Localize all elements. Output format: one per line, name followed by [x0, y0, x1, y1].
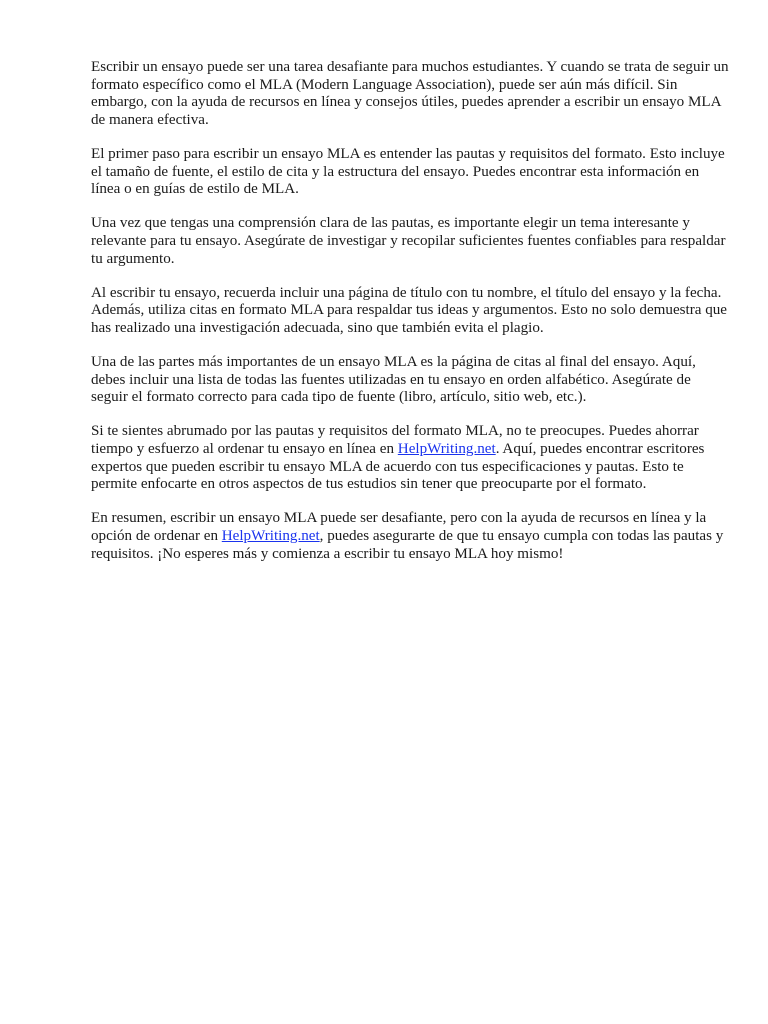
paragraph-title-page: Al escribir tu ensayo, recuerda incluir una página de título con tu nombre, el título del ensayo y la fecha. Además, utiliza citas en formato MLA para respaldar tus ideas y argumentos. Esto no solo demuestra que has realizado una investigación adecuada, sino que también evita el plagio. — [91, 284, 728, 336]
paragraph-choose-topic: Una vez que tengas una comprensión clara de las pautas, es importante elegir un tema interesante y relevante para tu ensayo. Asegúrate de investigar y recopilar suficientes fuentes confiables para respaldar tu argumento. — [91, 215, 726, 267]
paragraph-text: . Aquí, puedes encontrar escritores expertos que pueden escribir tu ensayo MLA de acuerdo con tus especificaciones y pautas. Esto te permite enfocarte en otros aspectos de tus estudios sin tener que preocuparte por el formato. — [91, 441, 705, 493]
helpwriting-link[interactable]: HelpWriting.net — [221, 528, 320, 545]
paragraph-first-step: El primer paso para escribir un ensayo MLA es entender las pautas y requisitos del formato. Esto incluye el tamaño de fuente, el estilo de cita y la estructura del ensayo. Puedes encontrar esta información en línea o en guías de estilo de MLA. — [91, 145, 725, 198]
helpwriting-link[interactable]: HelpWriting.net — [397, 441, 496, 458]
paragraph-intro: Escribir un ensayo puede ser una tarea desafiante para muchos estudiantes. Y cuando se trata de seguir un formato específico como el MLA (Modern Language Association), puede ser aún más difícil. Sin embargo, con la ayuda de recursos en línea y consejos útiles, puedes aprender a escribir un ensayo MLA de manera efectiva. — [91, 59, 729, 128]
paragraph-order-online — [91, 423, 731, 493]
paragraph-text: Si te sientes abrumado por las pautas y requisitos del formato MLA, no te preocupes. Puedes ahorrar tiempo y esfuerzo al ordenar tu ensayo en línea en — [91, 423, 699, 458]
paragraph-text: , puedes asegurarte de que tu ensayo cumpla con todas las pautas y requisitos. ¡No esperes más y comienza a escribir tu ensayo MLA hoy mismo! — [91, 528, 724, 562]
paragraph-summary — [91, 510, 731, 563]
document-body — [91, 59, 731, 580]
paragraph-text: En resumen, escribir un ensayo MLA puede ser desafiante, pero con la ayuda de recursos en línea y la opción de ordenar en — [91, 510, 707, 545]
paragraph-citations-page: Una de las partes más importantes de un ensayo MLA es la página de citas al final del ensayo. Aquí, debes incluir una lista de todas las fuentes utilizadas en tu ensayo en orden alfabético. Asegúrate de seguir el formato correcto para cada tipo de fuente (libro, artículo, sitio web, etc.). — [91, 354, 696, 406]
